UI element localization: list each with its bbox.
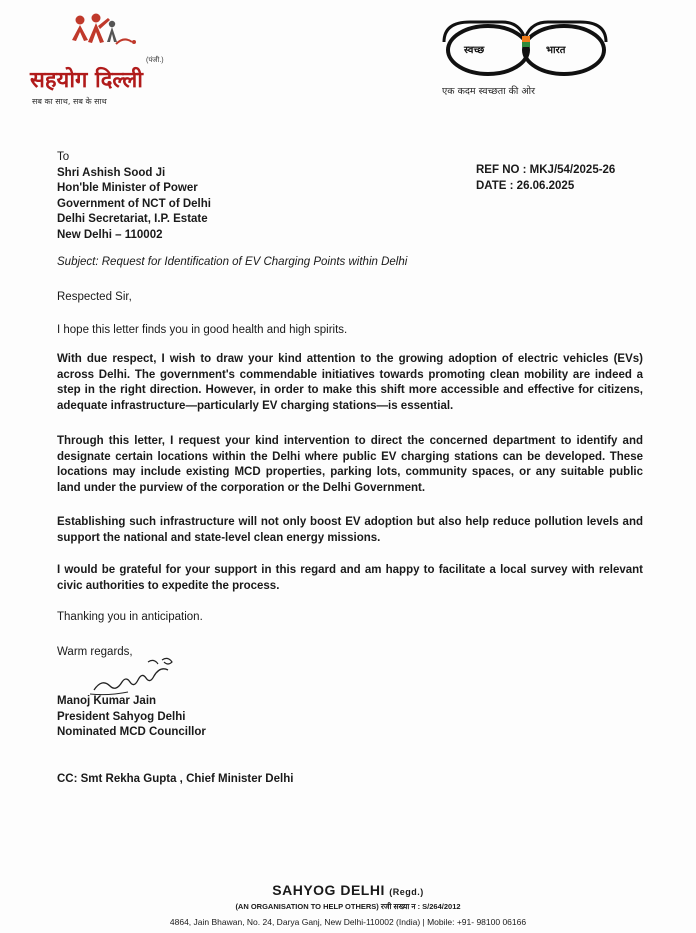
letter-date: DATE : 26.06.2025 xyxy=(476,179,575,192)
ref-number: REF NO : MKJ/54/2025-26 xyxy=(476,164,616,176)
signatory-title: President Sahyog Delhi xyxy=(57,710,186,723)
swachh-bharat-logo xyxy=(440,14,615,104)
cc-line: CC: Smt Rekha Gupta , Chief Minister Delhi xyxy=(57,773,294,785)
signatory-title: Nominated MCD Councillor xyxy=(57,726,206,738)
recipient-line: Hon'ble Minister of Power xyxy=(57,182,198,194)
recipient-line: Shri Ashish Sood Ji xyxy=(57,166,166,179)
recipient-line: Delhi Secretariat, I.P. Estate xyxy=(57,213,208,225)
recipient-line: Government of NCT of Delhi xyxy=(57,197,211,210)
paragraph-4: Establishing such infrastructure will not only boost EV adoption but also help reduce pollution levels and support the national and state-level clean energy missions. xyxy=(57,516,643,544)
subject-line: Subject: Request for Identification of EV Charging Points within Delhi xyxy=(57,256,408,268)
footer-address: 4864, Jain Bhawan, No. 24, Darya Ganj, New Delhi-110002 (India) | Mobile: +91- 98100 06166 xyxy=(169,917,527,927)
org-name-hindi: सहयोग दिल्ली xyxy=(30,68,143,93)
paragraph-3: Through this letter, I request your kind intervention to direct the concerned department to identify and designate certain locations within the Delhi where public EV charging stations can be developed. These locations may include existing MCD properties, parking lots, community spaces, or any suitable public land under the purview of the corporation or the Delhi Government. xyxy=(57,435,643,494)
paragraph-2: With due respect, I wish to draw your kind attention to the growing adoption of electric vehicles (EVs) across Delhi. The government's commendable initiatives towards promoting clean mobility are indeed a step in the right direction. However, in order to make this shift more accessible and effective for citizens, adequate infrastructure—particularly EV charging stations—is essential. xyxy=(57,353,643,412)
paragraph-1: I hope this letter finds you in good health and high spirits. xyxy=(57,324,348,336)
swachh-label: स्वच्छ xyxy=(464,45,485,56)
reference-block xyxy=(476,163,615,194)
reg-mark: (पंजी.) xyxy=(146,57,164,64)
to-label: To xyxy=(57,151,70,163)
handwritten-signature xyxy=(88,652,188,698)
bharat-label: भारत xyxy=(546,45,566,56)
footer-reg: (Regd.) xyxy=(389,887,424,897)
footer-subtitle: (AN ORGANISATION TO HELP OTHERS) रजी सख्या न : S/264/2012 xyxy=(235,902,461,911)
paragraph-5: I would be grateful for your support in this regard and am happy to facilitate a local survey with relevant civic authorities to expedite the process. xyxy=(57,564,643,592)
footer-org-name xyxy=(0,882,696,898)
signatory-name: Manoj Kumar Jain xyxy=(57,695,157,707)
regards-line: Warm regards, xyxy=(57,646,133,658)
recipient-address xyxy=(57,150,211,243)
closing-line: Thanking you in anticipation. xyxy=(57,611,203,623)
sahyog-people-icon xyxy=(68,12,148,62)
signatory-block xyxy=(57,694,206,741)
org-tagline: सब का साथ, सब के साथ xyxy=(32,97,107,106)
footer-org-label: SAHYOG DELHI xyxy=(272,882,385,898)
sahyog-delhi-logo xyxy=(28,12,178,112)
recipient-line: New Delhi – 110002 xyxy=(57,228,163,241)
salutation: Respected Sir, xyxy=(57,291,132,303)
swachh-tagline: एक कदम स्वच्छता की ओर xyxy=(442,86,536,97)
